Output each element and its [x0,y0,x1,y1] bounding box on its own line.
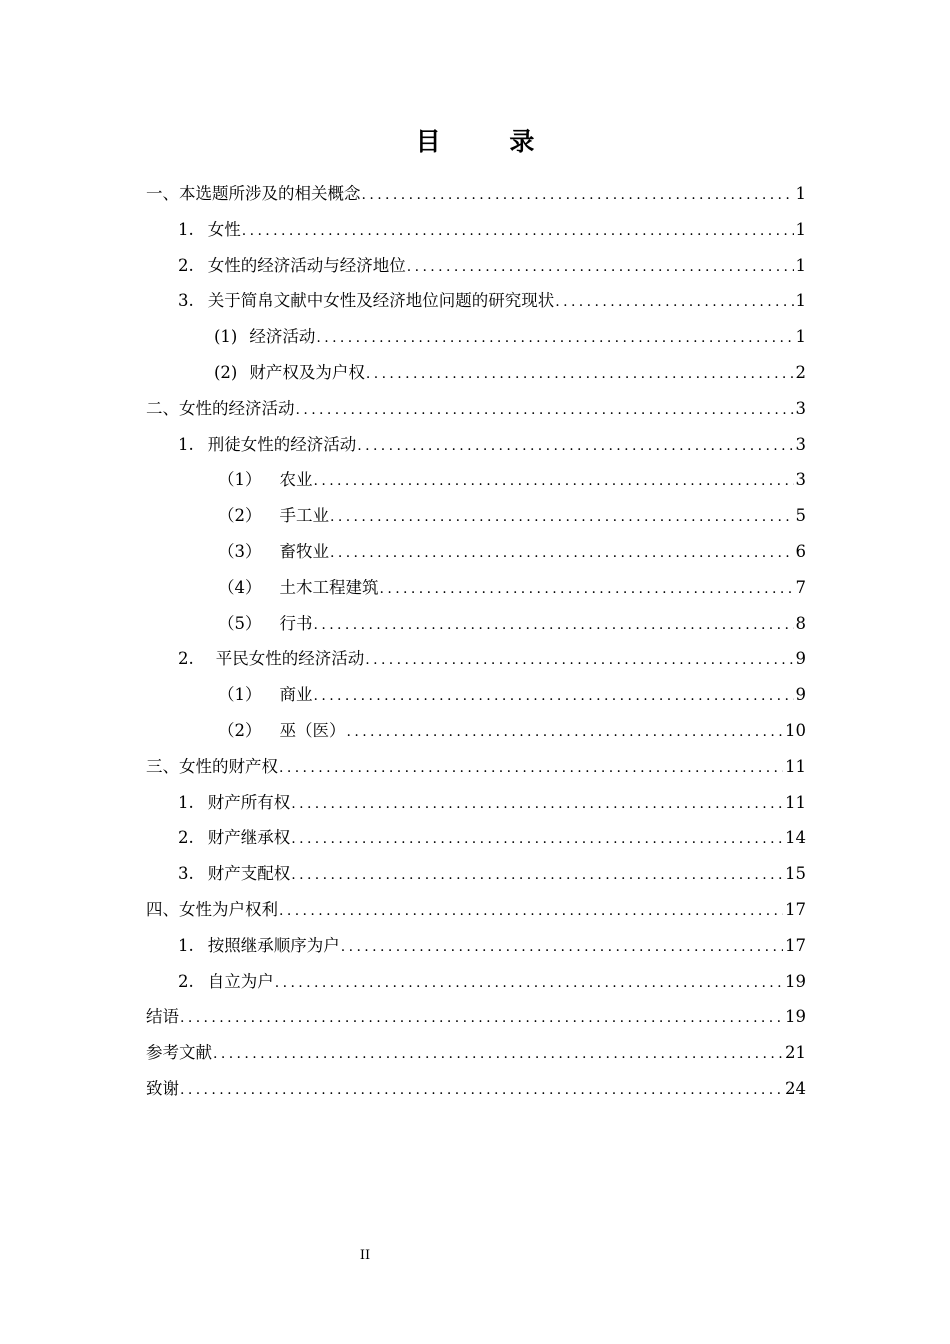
toc-entry[interactable] [146,928,806,964]
dot-leader [180,1001,783,1037]
dot-leader [347,715,784,751]
page-number-footer: II [359,1248,371,1263]
toc-entry-page: 9 [795,685,806,705]
toc-entry-number: (1) [214,327,238,347]
toc-entry-text: 平民女性的经济活动 [215,649,365,669]
toc-entry[interactable] [146,427,806,463]
toc-entry-number: （2） [218,720,262,740]
toc-entry-page: 1 [795,184,806,203]
page-title: 目 录 [415,127,565,156]
dot-leader [314,608,794,644]
toc-entry[interactable] [146,391,806,427]
toc-entry-text: 女性的经济活动与经济地位 [207,255,406,275]
toc-entry[interactable] [146,820,806,856]
toc-entry-number: （1） [218,470,262,490]
toc-entry[interactable] [146,785,806,821]
toc-entry-page: 5 [795,506,806,526]
toc-entry-page: 3 [795,434,806,454]
toc-entry-text: 刑徒女性的经济活动 [207,434,357,454]
toc-entry-page: 21 [785,1043,806,1063]
table-of-contents [146,176,806,1107]
toc-entry-text: 财产支配权 [207,864,291,884]
toc-entry-text: 三、女性的财产权 [146,756,278,776]
toc-entry[interactable] [146,641,806,677]
toc-entry[interactable] [146,749,806,785]
toc-entry-number: 3. [178,291,194,311]
toc-entry[interactable] [146,856,806,892]
toc-entry-number: 1. [178,935,194,955]
toc-entry[interactable] [146,892,806,928]
toc-entry-page: 7 [795,577,806,597]
toc-entry[interactable] [146,677,806,713]
toc-entry-page: 19 [785,971,806,991]
toc-entry[interactable] [146,606,806,642]
toc-entry-text: 关于简帛文献中女性及经济地位问题的研究现状 [207,291,555,311]
toc-entry-number: （4） [218,577,262,597]
dot-leader [330,500,794,536]
toc-entry-text: 自立为户 [207,971,274,991]
dot-leader [291,858,783,894]
dot-leader [362,178,794,214]
dot-leader [279,894,783,930]
toc-entry-number: 3. [178,864,194,884]
toc-entry[interactable] [146,570,806,606]
dot-leader [180,1073,783,1109]
toc-entry-page: 11 [785,792,806,812]
toc-entry-text: 四、女性为户权利 [146,899,278,919]
toc-entry-text: 财产权及为户权 [249,362,365,382]
dot-leader [279,751,783,787]
toc-entry-page: 8 [795,613,806,633]
toc-entry-number: 2. [178,649,194,669]
toc-entry-page: 17 [785,899,806,919]
toc-entry-text: 财产所有权 [207,792,291,812]
toc-entry-page: 24 [785,1078,806,1098]
dot-leader [330,536,794,572]
toc-entry[interactable] [146,999,806,1035]
toc-entry-page: 9 [795,649,806,669]
toc-entry-text: 巫（医） [279,720,346,740]
toc-entry[interactable] [146,534,806,570]
toc-entry-text: 商业 [279,685,313,705]
dot-leader [316,321,793,357]
dot-leader [275,966,783,1002]
toc-entry-page: 1 [795,219,806,239]
toc-entry-number: （3） [218,541,262,561]
dot-leader [365,643,793,679]
dot-leader [366,357,794,393]
toc-entry-page: 1 [795,291,806,311]
dot-leader [213,1037,783,1073]
toc-entry[interactable] [146,176,806,212]
toc-entry-page: 17 [785,935,806,955]
dot-leader [555,285,793,321]
toc-entry-number: （1） [218,685,262,705]
toc-entry-page: 1 [795,327,806,347]
toc-entry-text: 土木工程建筑 [279,577,379,597]
toc-entry[interactable] [146,1035,806,1071]
toc-entry-number: 1. [178,434,194,454]
toc-entry-number: 1. [178,219,194,239]
toc-entry-page: 10 [785,720,806,740]
toc-entry-number: 1. [178,792,194,812]
toc-entry-page: 11 [785,756,806,776]
toc-entry-number: （2） [218,506,262,526]
toc-entry-text: 行书 [279,613,313,633]
toc-entry[interactable] [146,1071,806,1107]
toc-entry-text: 结语 [146,1007,179,1027]
toc-entry[interactable] [146,462,806,498]
toc-entry-text: 致谢 [146,1078,179,1098]
toc-entry[interactable] [146,283,806,319]
toc-entry[interactable] [146,355,806,391]
toc-entry[interactable] [146,713,806,749]
dot-leader [296,393,794,429]
dot-leader [291,787,783,823]
toc-entry-page: 19 [785,1007,806,1027]
toc-entry[interactable] [146,319,806,355]
toc-entry-page: 6 [795,541,806,561]
dot-leader [407,250,794,286]
dot-leader [341,930,783,966]
dot-leader [291,822,783,858]
toc-entry-text: 农业 [279,470,313,490]
toc-entry-page: 3 [795,398,806,418]
toc-entry-text: 一、本选题所涉及的相关概念 [146,184,361,203]
dot-leader [380,572,794,608]
toc-entry-text: 参考文献 [146,1043,212,1063]
toc-entry-text: 经济活动 [249,327,316,347]
toc-entry-number: （5） [218,613,262,633]
toc-entry-text: 畜牧业 [279,541,329,561]
toc-entry-page: 15 [785,864,806,884]
toc-entry-number: 2. [178,971,194,991]
toc-entry-text: 按照继承顺序为户 [207,935,340,955]
toc-entry-text: 女性 [207,219,241,239]
dot-leader [314,679,794,715]
dot-leader [357,429,793,465]
toc-entry-page: 2 [795,362,806,382]
toc-entry-page: 14 [785,828,806,848]
toc-entry[interactable] [146,964,806,1000]
dot-leader [242,214,794,250]
toc-entry-text: 财产继承权 [207,828,291,848]
toc-entry-number: 2. [178,828,194,848]
toc-entry-number: (2) [214,362,238,382]
toc-entry[interactable] [146,248,806,284]
toc-entry-page: 3 [795,470,806,490]
toc-entry-text: 手工业 [279,506,329,526]
toc-entry[interactable] [146,498,806,534]
toc-entry[interactable] [146,212,806,248]
toc-entry-number: 2. [178,255,194,275]
toc-entry-page: 1 [795,255,806,275]
toc-entry-text: 二、女性的经济活动 [146,398,295,418]
dot-leader [314,464,794,500]
